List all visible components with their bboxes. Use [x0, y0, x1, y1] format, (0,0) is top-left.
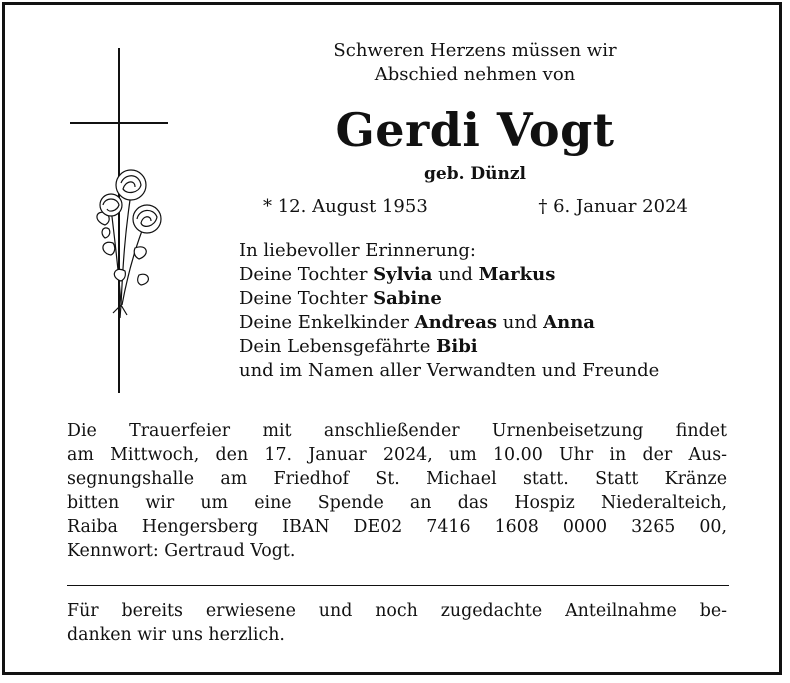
divider	[67, 585, 729, 586]
mourner-name: Anna	[543, 312, 595, 333]
cross-with-roses-icon	[65, 43, 175, 398]
mourner-line	[239, 287, 739, 311]
mourner-line	[239, 335, 739, 359]
death-date: † 6. Januar 2024	[538, 196, 688, 217]
ceremony-line: am Mittwoch, den 17. Januar 2024, um 10.00 Uhr in der Aus-	[67, 445, 727, 465]
deceased-name: Gerdi Vogt	[335, 103, 615, 157]
thanks-line: Für bereits erwiesene und noch zugedachte Anteilnahme be-	[67, 601, 727, 621]
intro-text	[225, 39, 725, 87]
mourner-name: Bibi	[436, 336, 478, 357]
thanks-text	[67, 599, 727, 647]
birth-date: * 12. August 1953	[263, 196, 428, 217]
intro-line: Abschied nehmen von	[374, 64, 576, 85]
mourners-heading: In liebevoller Erinnerung:	[239, 240, 476, 261]
mourner-line: und im Namen aller Verwandten und Freunde	[239, 360, 660, 381]
mourner-name: Markus	[478, 264, 556, 285]
ceremony-line: Kennwort: Gertraud Vogt.	[67, 541, 296, 561]
mourner-relation: Dein Lebensgefährte	[239, 336, 437, 357]
ceremony-line: segnungshalle am Friedhof St. Michael statt. Statt Kränze	[67, 469, 727, 489]
obituary-notice	[2, 2, 782, 675]
conjunction: und	[432, 264, 479, 285]
mourner-line	[239, 263, 739, 287]
conjunction: und	[497, 312, 544, 333]
mourner-line	[239, 311, 739, 335]
ceremony-details	[67, 419, 727, 563]
thanks-line: danken wir uns herzlich.	[67, 625, 285, 645]
mourner-relation: Deine Tochter	[239, 264, 374, 285]
ceremony-line: bitten wir um eine Spende an das Hospiz Niederalteich,	[67, 493, 727, 513]
mourner-name: Sabine	[373, 288, 442, 309]
ceremony-line: Die Trauerfeier mit anschließender Urnenbeisetzung findet	[67, 421, 727, 441]
intro-line: Schweren Herzens müssen wir	[333, 40, 617, 61]
mourner-relation: Deine Tochter	[239, 288, 374, 309]
ceremony-line: Raiba Hengersberg IBAN DE02 7416 1608 0000 3265 00,	[67, 517, 727, 537]
mourners-list	[239, 239, 739, 383]
maiden-name: geb. Dünzl	[424, 164, 526, 184]
mourner-name: Andreas	[414, 312, 497, 333]
mourner-relation: Deine Enkelkinder	[239, 312, 415, 333]
mourner-name: Sylvia	[373, 264, 433, 285]
